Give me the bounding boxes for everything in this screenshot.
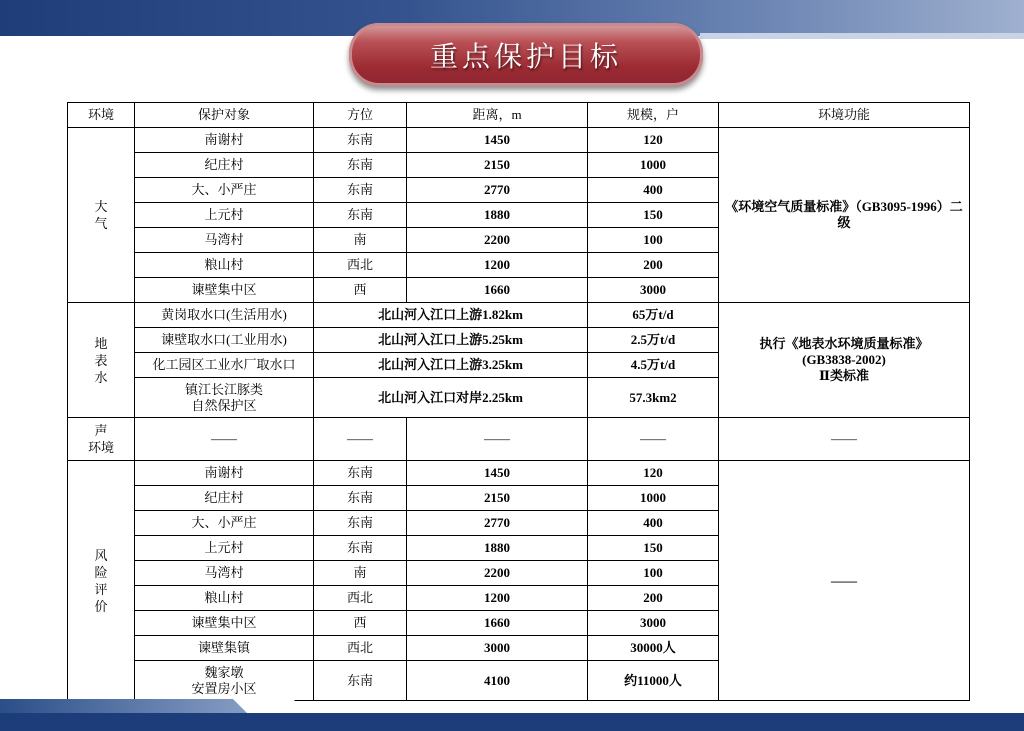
page-title: 重点保护目标 xyxy=(429,39,622,73)
direction-cell: 东南 xyxy=(314,536,407,561)
target-name-cell: 化工园区工业水厂取水口 xyxy=(135,353,314,378)
dash-cell: —— xyxy=(314,418,407,461)
scale-cell: 150 xyxy=(588,203,719,228)
direction-cell: 西北 xyxy=(314,253,407,278)
dash-cell: —— xyxy=(719,418,970,461)
scale-cell: 57.3km2 xyxy=(588,378,719,418)
distance-cell: 1660 xyxy=(407,278,588,303)
direction-cell: 西 xyxy=(314,278,407,303)
direction-cell: 东南 xyxy=(314,153,407,178)
target-name-cell: 谏壁集中区 xyxy=(135,611,314,636)
distance-cell: 1200 xyxy=(407,586,588,611)
protection-targets-table xyxy=(67,102,970,701)
direction-cell: 西北 xyxy=(314,636,407,661)
header-cell: 距离，m xyxy=(407,103,588,128)
bottom-banner-light xyxy=(0,699,270,713)
target-name-cell: 谏壁取水口(工业用水) xyxy=(135,328,314,353)
direction-cell: 东南 xyxy=(314,661,407,701)
category-cell: 地 表 水 xyxy=(68,303,135,418)
bottom-banner-wedge xyxy=(233,699,307,713)
distance-cell: 1880 xyxy=(407,536,588,561)
table-row xyxy=(68,461,970,486)
direction-cell: 东南 xyxy=(314,178,407,203)
distance-cell: 2150 xyxy=(407,486,588,511)
table-row xyxy=(68,128,970,153)
function-cell: —— xyxy=(719,461,970,701)
direction-cell: 东南 xyxy=(314,486,407,511)
scale-cell: 200 xyxy=(588,586,719,611)
target-name-cell: 谏壁集镇 xyxy=(135,636,314,661)
direction-cell: 西 xyxy=(314,611,407,636)
category-cell: 大 气 xyxy=(68,128,135,303)
distance-cell: 1450 xyxy=(407,128,588,153)
scale-cell: 100 xyxy=(588,561,719,586)
scale-cell: 3000 xyxy=(588,611,719,636)
target-name-cell: 南谢村 xyxy=(135,128,314,153)
direction-cell: 东南 xyxy=(314,128,407,153)
direction-cell: 南 xyxy=(314,561,407,586)
target-name-cell: 大、小严庄 xyxy=(135,178,314,203)
target-name-cell: 粮山村 xyxy=(135,586,314,611)
header-cell: 环境功能 xyxy=(719,103,970,128)
title-banner xyxy=(349,23,703,86)
top-banner-strip xyxy=(700,33,1024,39)
table-row xyxy=(68,418,970,461)
target-name-cell: 大、小严庄 xyxy=(135,511,314,536)
scale-cell: 30000人 xyxy=(588,636,719,661)
table-row xyxy=(68,303,970,328)
dash-cell: —— xyxy=(407,418,588,461)
scale-cell: 400 xyxy=(588,178,719,203)
location-cell: 北山河入江口上游3.25km xyxy=(314,353,588,378)
distance-cell: 1880 xyxy=(407,203,588,228)
target-name-cell: 马湾村 xyxy=(135,228,314,253)
target-name-cell: 南谢村 xyxy=(135,461,314,486)
target-name-cell: 纪庄村 xyxy=(135,486,314,511)
distance-cell: 1660 xyxy=(407,611,588,636)
scale-cell: 120 xyxy=(588,461,719,486)
scale-cell: 100 xyxy=(588,228,719,253)
direction-cell: 东南 xyxy=(314,461,407,486)
category-cell: 声 环境 xyxy=(68,418,135,461)
target-name-cell: 魏家墩 安置房小区 xyxy=(135,661,314,701)
target-name-cell: 镇江长江豚类 自然保护区 xyxy=(135,378,314,418)
scale-cell: 3000 xyxy=(588,278,719,303)
function-cell: 《环境空气质量标准》（GB3095-1996）二级 xyxy=(719,128,970,303)
scale-cell: 400 xyxy=(588,511,719,536)
header-cell: 规模，户 xyxy=(588,103,719,128)
scale-cell: 150 xyxy=(588,536,719,561)
header-cell: 保护对象 xyxy=(135,103,314,128)
target-name-cell: 上元村 xyxy=(135,203,314,228)
distance-cell: 4100 xyxy=(407,661,588,701)
scale-cell: 120 xyxy=(588,128,719,153)
scale-cell: 约11000人 xyxy=(588,661,719,701)
direction-cell: 南 xyxy=(314,228,407,253)
distance-cell: 2200 xyxy=(407,561,588,586)
function-cell: 执行《地表水环境质量标准》 (GB3838-2002) Ⅱ类标准 xyxy=(719,303,970,418)
direction-cell: 东南 xyxy=(314,203,407,228)
target-name-cell: 上元村 xyxy=(135,536,314,561)
distance-cell: 3000 xyxy=(407,636,588,661)
location-cell: 北山河入江口上游1.82km xyxy=(314,303,588,328)
distance-cell: 1200 xyxy=(407,253,588,278)
location-cell: 北山河入江口对岸2.25km xyxy=(314,378,588,418)
scale-cell: 1000 xyxy=(588,486,719,511)
distance-cell: 2770 xyxy=(407,178,588,203)
header-cell: 环境 xyxy=(68,103,135,128)
dash-cell: —— xyxy=(588,418,719,461)
target-name-cell: 马湾村 xyxy=(135,561,314,586)
header-row xyxy=(68,103,970,128)
risk-section xyxy=(68,461,970,701)
distance-cell: 2770 xyxy=(407,511,588,536)
dash-cell: —— xyxy=(135,418,314,461)
sound-section xyxy=(68,418,970,461)
direction-cell: 西北 xyxy=(314,586,407,611)
target-name-cell: 谏壁集中区 xyxy=(135,278,314,303)
distance-cell: 2200 xyxy=(407,228,588,253)
bottom-banner xyxy=(0,713,1024,731)
target-name-cell: 黄岗取水口(生活用水) xyxy=(135,303,314,328)
scale-cell: 2.5万t/d xyxy=(588,328,719,353)
water-section xyxy=(68,303,970,418)
distance-cell: 1450 xyxy=(407,461,588,486)
target-name-cell: 粮山村 xyxy=(135,253,314,278)
category-cell: 风 险 评 价 xyxy=(68,461,135,701)
direction-cell: 东南 xyxy=(314,511,407,536)
target-name-cell: 纪庄村 xyxy=(135,153,314,178)
scale-cell: 4.5万t/d xyxy=(588,353,719,378)
header-cell: 方位 xyxy=(314,103,407,128)
air-section xyxy=(68,128,970,303)
scale-cell: 200 xyxy=(588,253,719,278)
distance-cell: 2150 xyxy=(407,153,588,178)
location-cell: 北山河入江口上游5.25km xyxy=(314,328,588,353)
scale-cell: 1000 xyxy=(588,153,719,178)
scale-cell: 65万t/d xyxy=(588,303,719,328)
